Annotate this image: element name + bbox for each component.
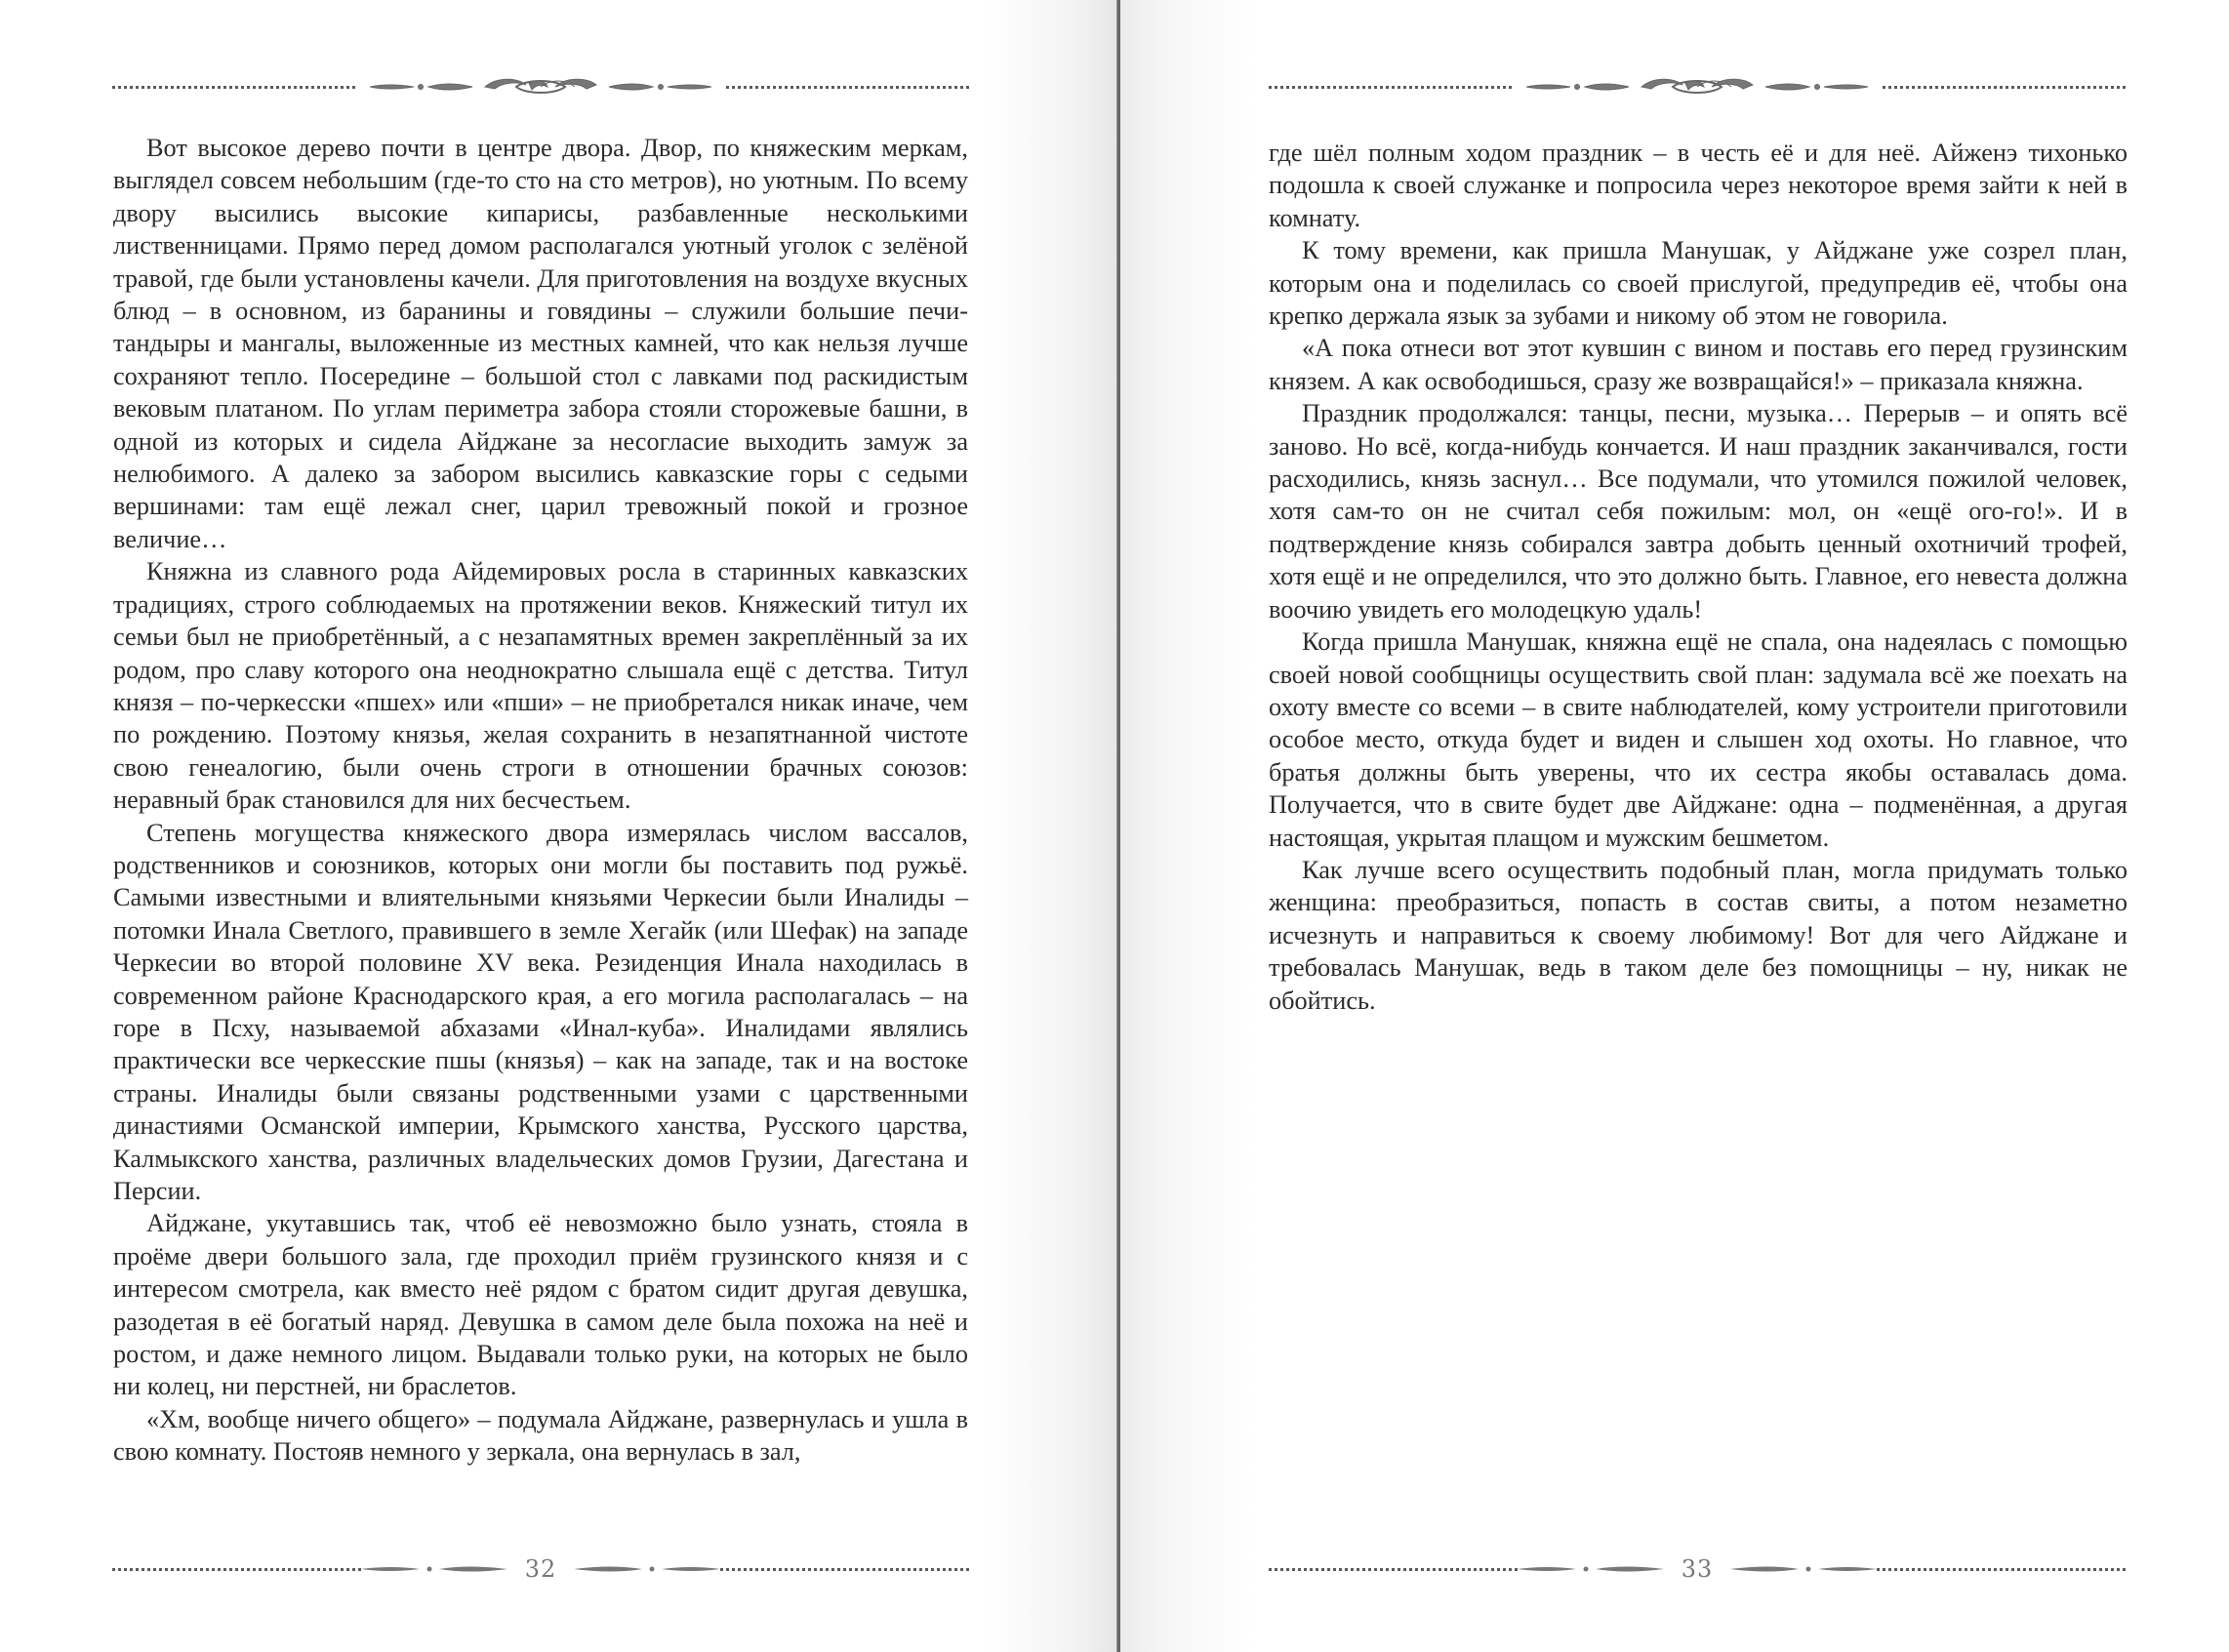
dotted-line	[1269, 86, 1512, 89]
flourish-ornament-icon	[574, 1561, 720, 1577]
dotted-line	[1877, 1568, 2126, 1571]
paragraph: «Хм, вообще ничего общего» – подумала Айджане, развернулась и ушла в свою комнату. Постояв немного у зеркала, она вернулась в зал,	[113, 1404, 968, 1467]
page-number: 32	[524, 1555, 557, 1583]
paragraph-continuation: где шёл полным ходом праздник – в честь её и для неё. Айженэ тихонько подошла к своей служанке и попросила через некоторое время зайти к ней в комнату.	[1269, 139, 2128, 232]
flourish-ornament-icon	[361, 1561, 507, 1577]
flourish-ornament-icon	[370, 77, 711, 97]
right-page-text	[1269, 137, 2128, 1017]
dotted-line	[112, 1568, 361, 1571]
header-ornament-rule	[112, 77, 969, 97]
paragraph: «А пока отнеси вот этот кувшин с вином и поставь его перед грузинским князем. А как освободишься, сразу же возвращайся!» – приказала княжна.	[1269, 334, 2128, 395]
dotted-line	[112, 86, 355, 89]
flourish-ornament-icon	[1526, 77, 1868, 97]
paragraph: Вот высокое дерево почти в центре двора. Двор, по княжеским меркам, выглядел совсем небольшим (где-то сто на сто метров), но уютным. По всему двору высились высокие кипарисы, разбавленные несколькими лиственницами. Прямо перед домом располагался уютный уголок с зелёной травой, где были установлены качели. Для приготовления на воздухе вкусных блюд – в основном, из баранины и говядины – служили большие печи-тандыры и мангалы, выложенные из местных камней, что как нельзя лучше сохраняют тепло. Посередине – большой стол с лавками под раскидистым вековым платаном. По углам периметра забора стояли сторожевые башни, в одной из которых и сидела Айджане за несогласие выходить замуж за нелюбимого. А далеко за забором высились кавказские горы с седыми вершинами: там ещё лежал снег, царил тревожный покой и грозное величие…	[113, 134, 968, 553]
paragraph: Как лучше всего осуществить подобный план, могла придумать только женщина: преобразиться, попасть в состав свиты, а потом незаметно исчезнуть и направиться к своему любимому! Вот для чего Айджане и требовалась Манушак, ведь в таком деле без помощницы – ну, никак не обойтись.	[1269, 855, 2128, 1015]
paragraph: Айджане, укутавшись так, чтоб её невозможно было узнать, стояла в проёме двери большого зала, где проходил приём грузинского князя и с интересом смотрела, как вместо неё рядом с братом сидит другая девушка, разодетая в её богатый наряд. Девушка в самом деле была похожа на неё и ростом, и даже немного лицом. Выдавали только руки, на которых не было ни колец, ни перстней, ни браслетов.	[113, 1209, 968, 1401]
paragraph: Когда пришла Манушак, княжна ещё не спала, она надеялась с помощью своей новой сообщницы осуществить свой план: задумала всё же поехать на охоту вместе со всеми – в свите наблюдателей, кому устроители приготовили особое место, откуда будет и виден и слышен ход охоты. Но главное, что братья должны быть уверены, что их сестра якобы оставалась дома. Получается, что в свите будет две Айджане: одна – подменённая, а другая настоящая, укрытая плащом и мужским бешметом.	[1269, 627, 2128, 852]
left-page-text	[113, 132, 968, 1469]
paragraph: Праздник продолжался: танцы, песни, музыка… Перерыв – и опять всё заново. Но всё, когда-нибудь кончается. И наш праздник заканчивался, гости расходились, князь заснул… Все подумали, что утомился пожилой человек, хотя сам-то он не считал себя пожилым: мол, он «ещё ого-го!». И в подтверждение князь собирался завтра добыть ценный охотничий трофей, хотя ещё и не определился, что это должно быть. Главное, его невеста должна воочию увидеть его молодецкую удаль!	[1269, 399, 2128, 624]
dotted-line	[720, 1568, 969, 1571]
flourish-ornament-icon	[1518, 1561, 1664, 1577]
paragraph: Степень могущества княжеского двора измерялась числом вассалов, родственников и союзников, которых они могли бы поставить под ружьё. Самыми известными и влиятельными князьями Черкесии были Иналиды – потомки Инала Светлого, правившего в земле Хегайк (или Шефак) на западе Черкесии во второй половине XV века. Резиденция Инала находилась в современном районе Краснодарского края, а его могила располагалась – на горе в Псху, называемой абхазами «Инал-куба». Иналидами являлись практически все черкесские пшы (князья) – как на западе, так и на востоке страны. Иналиды были связаны родственными узами с царственными династиями Османской империи, Крымского ханства, Русского царства, Калмыкского ханства, различных владельческих домов Грузии, Дагестана и Персии.	[113, 818, 968, 1205]
header-ornament-rule	[1269, 77, 2126, 97]
paragraph: К тому времени, как пришла Манушак, у Айджане уже созрел план, которым она и поделилась со своей прислугой, предупредив её, чтобы она крепко держала язык за зубами и никому об этом не говорила.	[1269, 236, 2128, 331]
dotted-line	[1269, 1568, 1518, 1571]
dotted-line	[726, 86, 969, 89]
flourish-ornament-icon	[1730, 1561, 1877, 1577]
paragraph: Княжна из славного рода Айдемировых росла в старинных кавказских традициях, строго соблюдаемых на протяжении веков. Княжеский титул их семьи был не приобретённый, а с незапамятных времен закреплённый за их родом, про славу которого она неоднократно слышала ещё с детства. Титул князя – по-черкесски «пшех» или «пши» – не приобретался никак иначе, чем по рождению. Поэтому князья, желая сохранить в незапятнанной чистоте свою генеалогию, были очень строги в отношении брачных союзов: неравный брак становился для них бесчестьем.	[113, 557, 968, 815]
footer-ornament-rule	[112, 1555, 969, 1583]
right-page	[1120, 0, 2229, 1652]
page-number: 33	[1681, 1555, 1714, 1583]
dotted-line	[1883, 86, 2126, 89]
footer-ornament-rule	[1269, 1555, 2126, 1583]
